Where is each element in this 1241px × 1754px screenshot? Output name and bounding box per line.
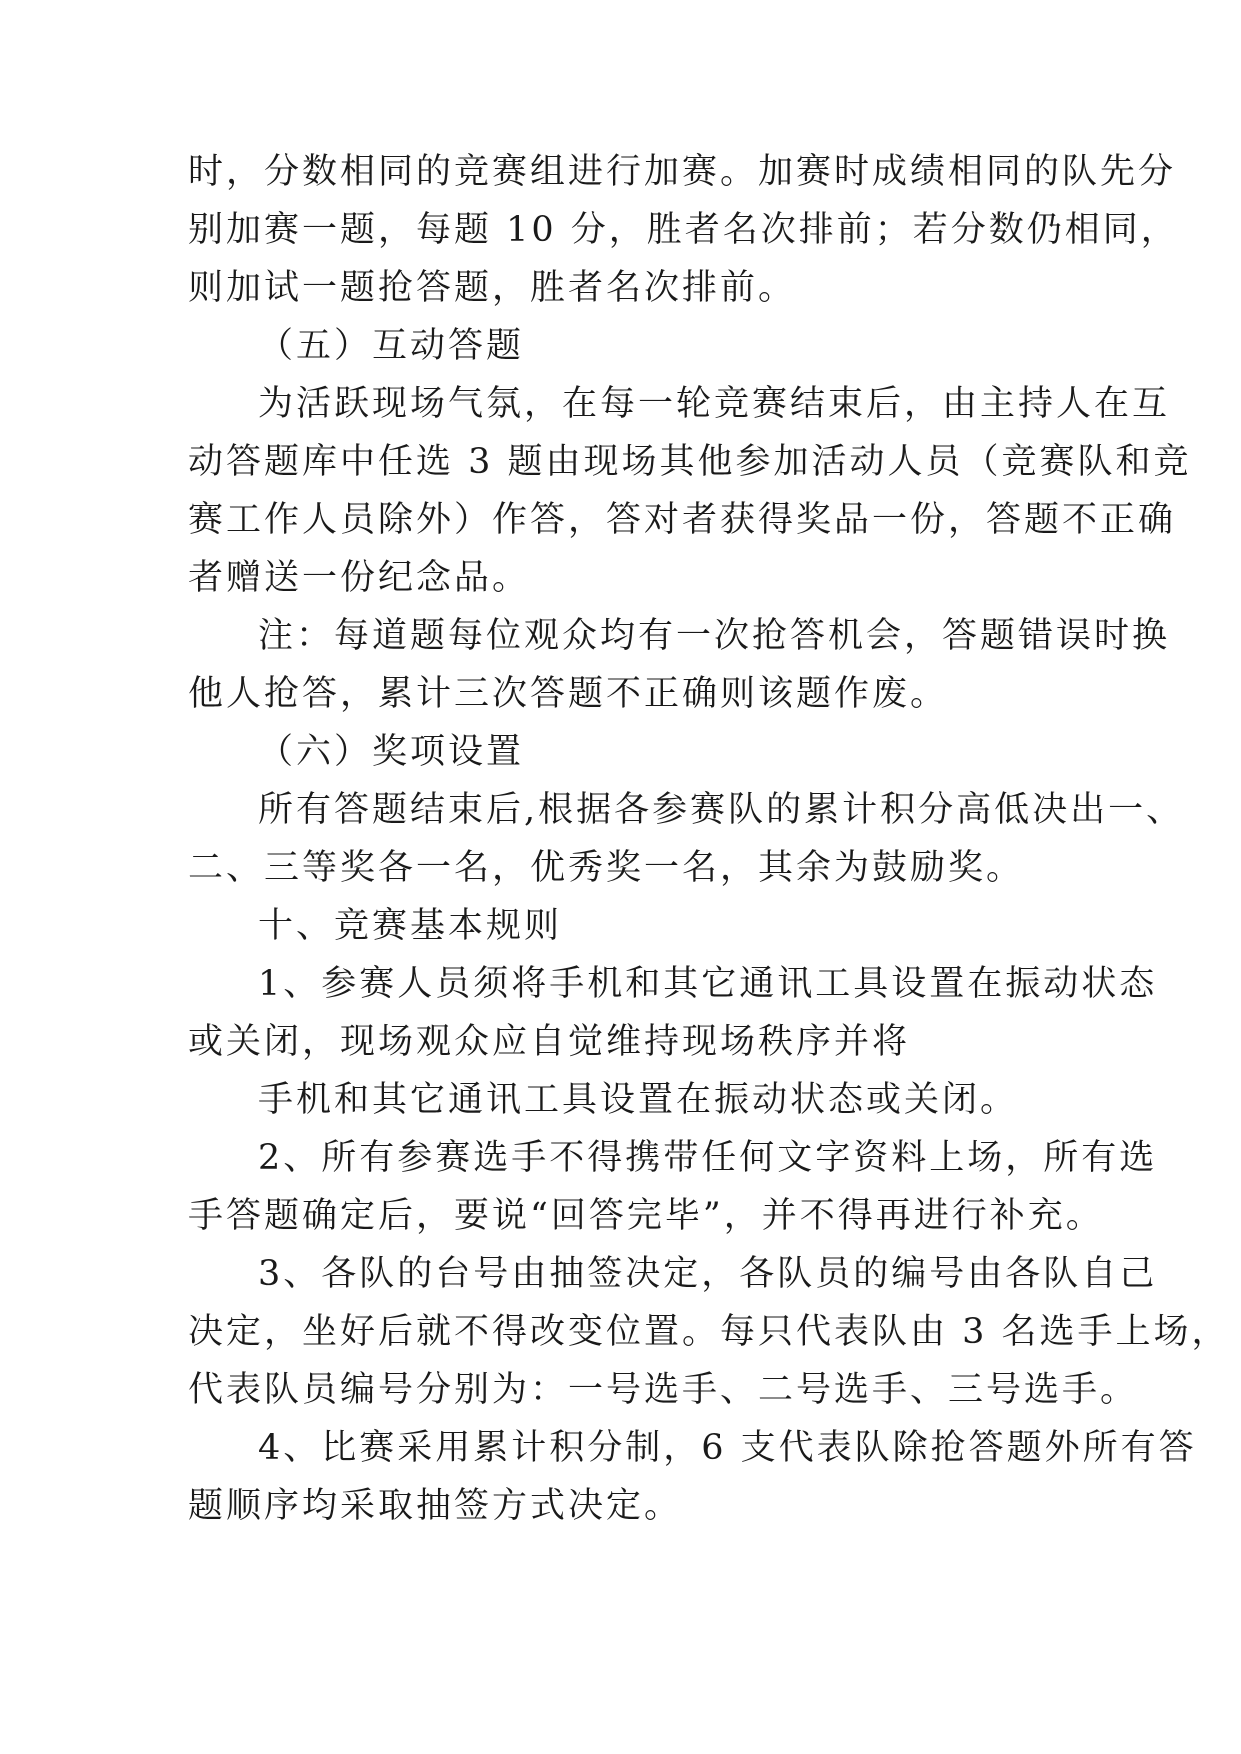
section-heading: （六）奖项设置 bbox=[258, 732, 525, 772]
paragraph-line: 动答题库中任选 3 题由现场其他参加活动人员（竞赛队和竞 bbox=[188, 442, 1192, 482]
paragraph-line: 别加赛一题，每题 10 分，胜者名次排前；若分数仍相同， bbox=[188, 210, 1179, 250]
paragraph-line: 赛工作人员除外）作答，答对者获得奖品一份，答题不正确 bbox=[188, 500, 1177, 540]
paragraph-line: 者赠送一份纪念品。 bbox=[188, 558, 531, 598]
rule-item: 题顺序均采取抽签方式决定。 bbox=[188, 1486, 683, 1526]
note-line: 注：每道题每位观众均有一次抢答机会，答题错误时换 bbox=[258, 616, 1171, 656]
section-heading: 十、竞赛基本规则 bbox=[258, 906, 563, 946]
rule-item: 决定，坐好后就不得改变位置。每只代表队由 3 名选手上场， bbox=[188, 1312, 1230, 1352]
rule-item: 1、参赛人员须将手机和其它通讯工具设置在振动状态 bbox=[258, 964, 1158, 1004]
paragraph-line: 为活跃现场气氛，在每一轮竞赛结束后，由主持人在互 bbox=[258, 384, 1171, 424]
rule-item: 3、各队的台号由抽签决定，各队员的编号由各队自己 bbox=[258, 1254, 1158, 1294]
paragraph-line: 则加试一题抢答题，胜者名次排前。 bbox=[188, 268, 797, 308]
rule-item: 或关闭，现场观众应自觉维持现场秩序并将 bbox=[188, 1022, 911, 1062]
note-line: 他人抢答，累计三次答题不正确则该题作废。 bbox=[188, 674, 949, 714]
rule-item: 代表队员编号分别为：一号选手、二号选手、三号选手。 bbox=[188, 1370, 1139, 1410]
section-heading: （五）互动答题 bbox=[258, 326, 525, 366]
paragraph-line: 二、三等奖各一名，优秀奖一名，其余为鼓励奖。 bbox=[188, 848, 1025, 888]
rule-item: 手答题确定后，要说“回答完毕”，并不得再进行补充。 bbox=[188, 1196, 1104, 1236]
rule-item: 2、所有参赛选手不得携带任何文字资料上场，所有选 bbox=[258, 1138, 1158, 1178]
rule-item: 手机和其它通讯工具设置在振动状态或关闭。 bbox=[258, 1080, 1019, 1120]
paragraph-line: 时，分数相同的竞赛组进行加赛。加赛时成绩相同的队先分 bbox=[188, 152, 1177, 192]
paragraph-line: 所有答题结束后,根据各参赛队的累计积分高低决出一、 bbox=[258, 790, 1185, 830]
rule-item: 4、比赛采用累计积分制，6 支代表队除抢答题外所有答 bbox=[258, 1428, 1197, 1468]
